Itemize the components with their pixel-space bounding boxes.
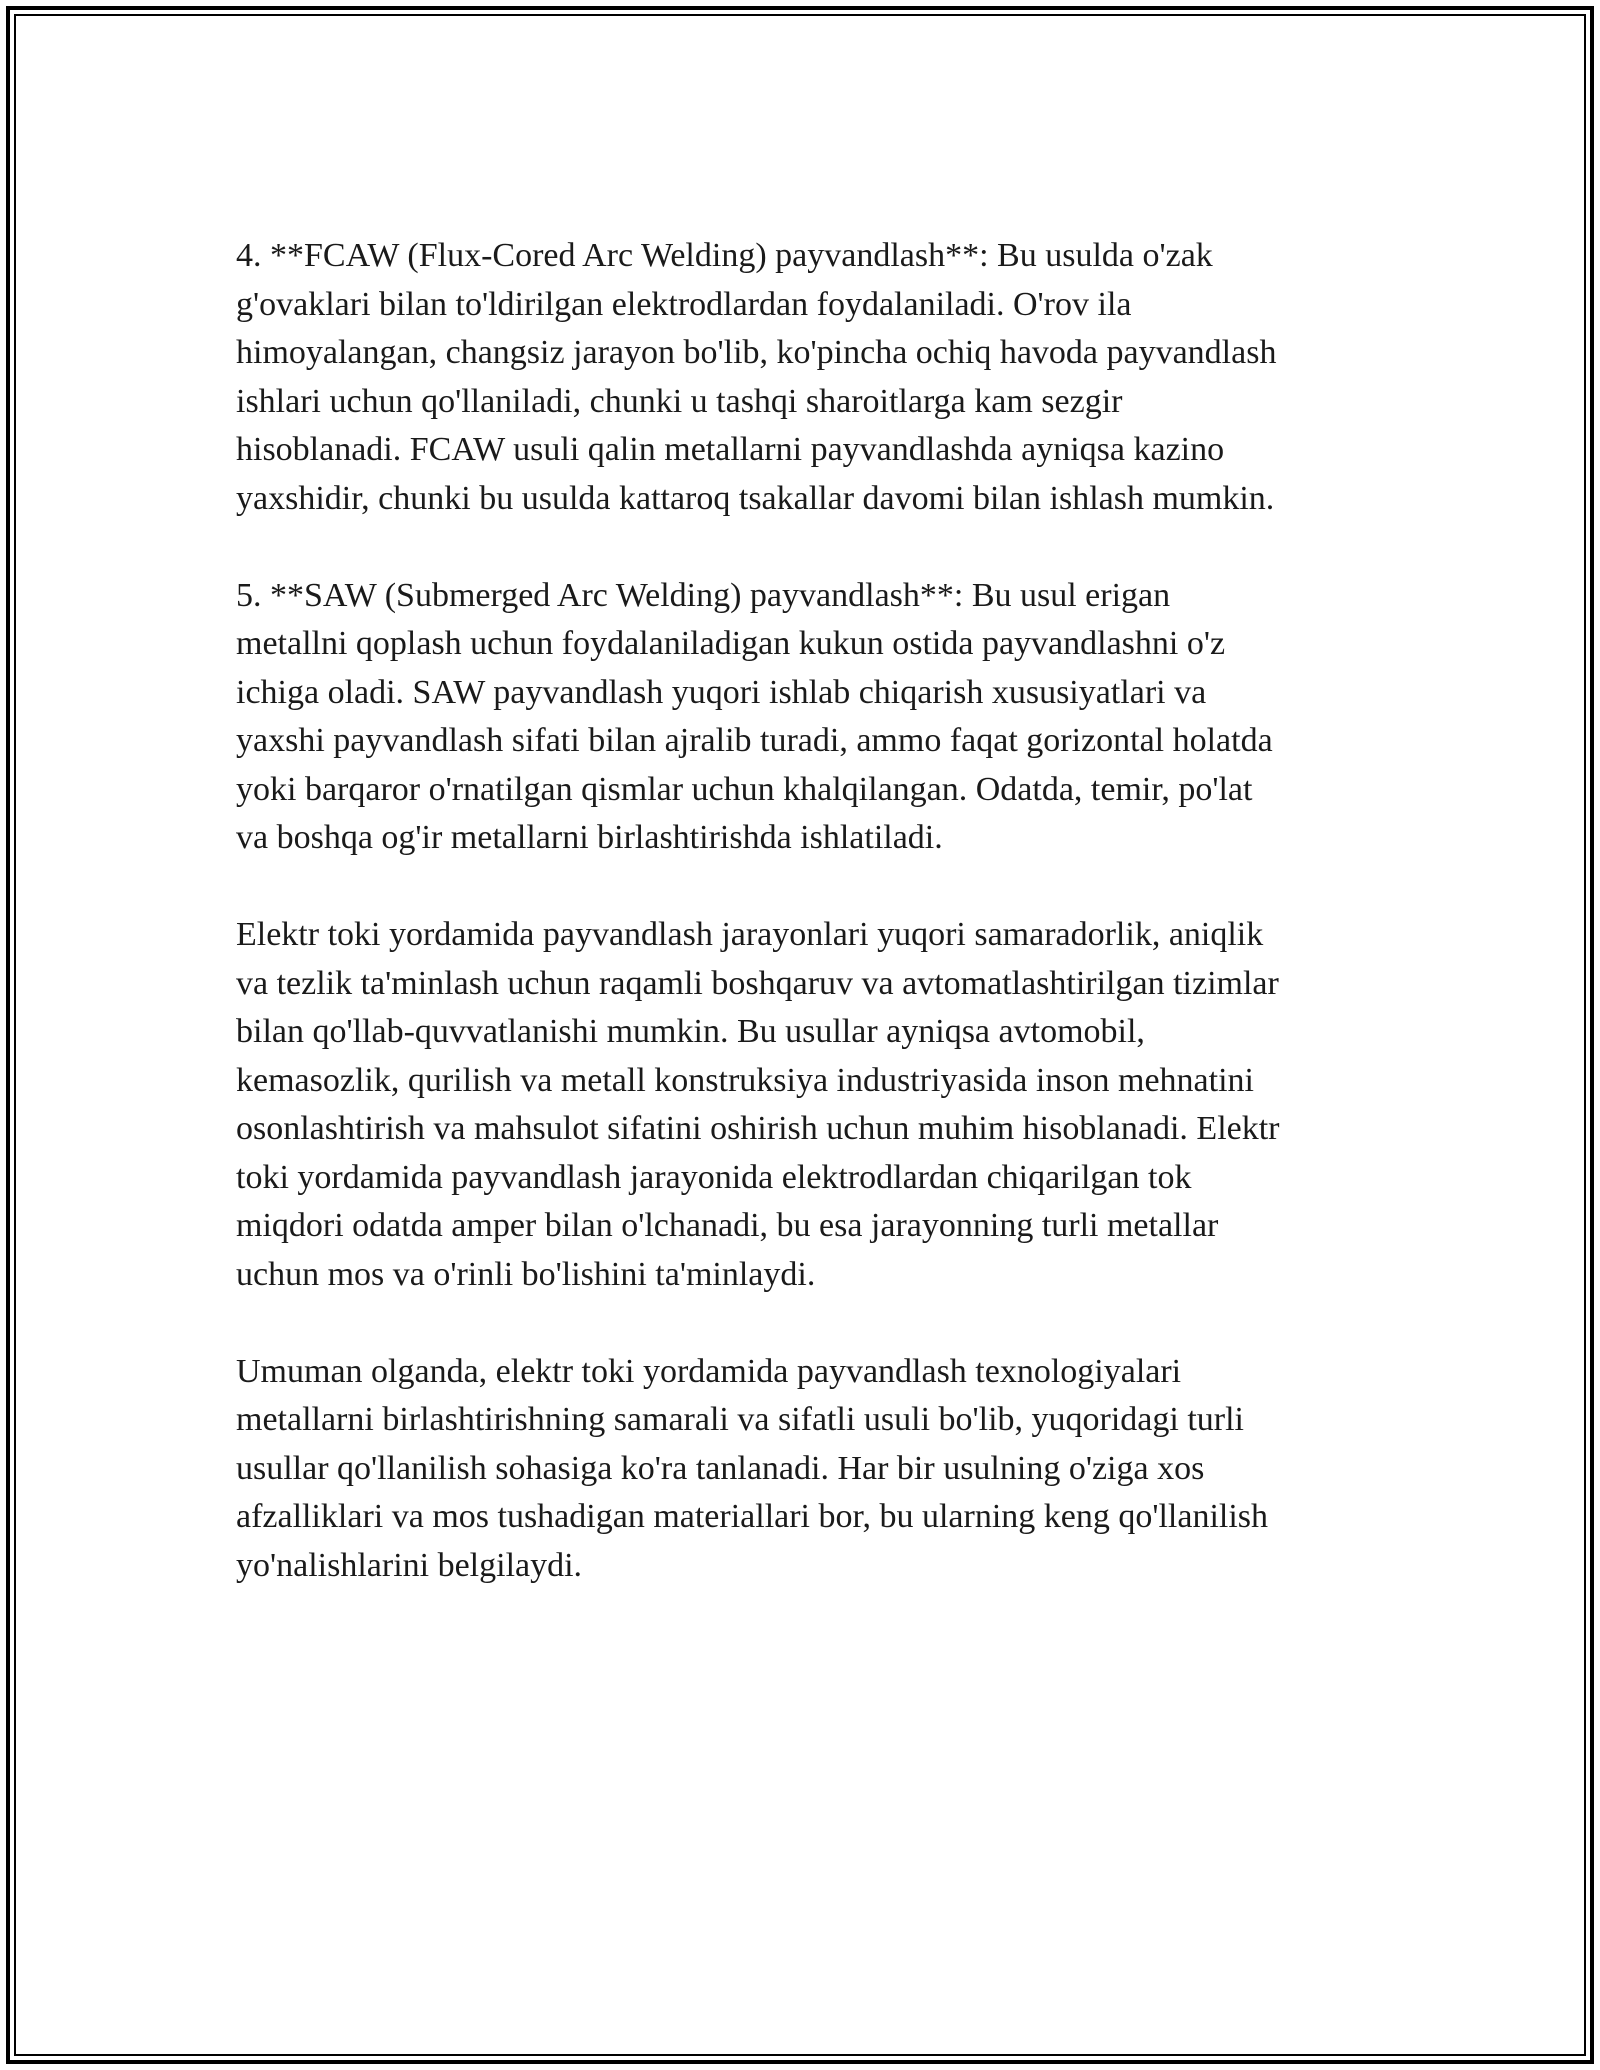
paragraph-electric-welding-automation <box>236 911 1376 1299</box>
text-line: Elektr toki yordamida payvandlash jarayonlari yuqori samaradorlik, aniqlik <box>236 916 1264 953</box>
text-line: yo'nalishlarini belgilaydi. <box>236 1546 583 1584</box>
text-line: himoyalangan, changsiz jarayon bo'lib, ko'pincha ochiq havoda payvandlash <box>236 334 1277 371</box>
text-line: afzalliklari va mos tushadigan materiallari bor, bu ularning keng qo'llanilish <box>236 1498 1269 1535</box>
text-line: yaxshi payvandlash sifati bilan ajralib turadi, ammo faqat gorizontal holatda <box>236 722 1273 759</box>
text-line: usullar qo'llanilish sohasiga ko'ra tanlanadi. Har bir usulning o'ziga xos <box>236 1449 1205 1487</box>
text-line: yoki barqaror o'rnatilgan qismlar uchun khalqilangan. Odatda, temir, po'lat <box>236 770 1253 808</box>
text-line: metallarni birlashtirishning samarali va sifatli usuli bo'lib, yuqoridagi turli <box>236 1401 1244 1438</box>
text-line: ishlari uchun qo'llaniladi, chunki u tashqi sharoitlarga kam sezgir <box>236 382 1123 420</box>
text-line: ichiga oladi. SAW payvandlash yuqori ishlab chiqarish xususiyatlari va <box>236 673 1207 711</box>
text-line: hisoblanadi. FCAW usuli qalin metallarni payvandlashda ayniqsa kazino <box>236 431 1225 468</box>
text-line: metallni qoplash uchun foydalaniladigan kukun ostida payvandlashni o'z <box>236 625 1226 662</box>
text-line: toki yordamida payvandlash jarayonida elektrodlardan chiqarilgan tok <box>236 1158 1192 1196</box>
text-line: g'ovaklari bilan to'ldirilgan elektrodlardan foydalaniladi. O'rov ila <box>236 285 1132 323</box>
text-line: yaxshidir, chunki bu usulda kattaroq tsakallar davomi bilan ishlash mumkin. <box>236 479 1275 517</box>
text-line: va tezlik ta'minlash uchun raqamli boshqaruv va avtomatlashtirilgan tizimlar <box>236 964 1279 1002</box>
text-line: uchun mos va o'rinli bo'lishini ta'minlaydi. <box>236 1255 816 1293</box>
text-line: osonlashtirish va mahsulot sifatini oshirish uchun muhim hisoblanadi. Elektr <box>236 1110 1280 1147</box>
text-line: 5. **SAW (Submerged Arc Welding) payvandlash**: Bu usul erigan <box>236 576 1171 614</box>
paragraph-fcaw <box>236 232 1376 523</box>
text-line: bilan qo'llab-quvvatlanishi mumkin. Bu usullar ayniqsa avtomobil, <box>236 1013 1145 1050</box>
text-line: Umuman olganda, elektr toki yordamida payvandlash texnologiyalari <box>236 1352 1182 1390</box>
paragraph-saw <box>236 572 1376 863</box>
text-line: va boshqa og'ir metallarni birlashtirishda ishlatiladi. <box>236 819 943 856</box>
text-line: miqdori odatda amper bilan o'lchanadi, bu esa jarayonning turli metallar <box>236 1207 1219 1244</box>
text-line: 4. **FCAW (Flux-Cored Arc Welding) payvandlash**: Bu usulda o'zak <box>236 237 1213 274</box>
paragraph-conclusion <box>236 1348 1376 1591</box>
text-line: kemasozlik, qurilish va metall konstruksiya industriyasida inson mehnatini <box>236 1061 1254 1099</box>
document-body <box>236 232 1376 1639</box>
